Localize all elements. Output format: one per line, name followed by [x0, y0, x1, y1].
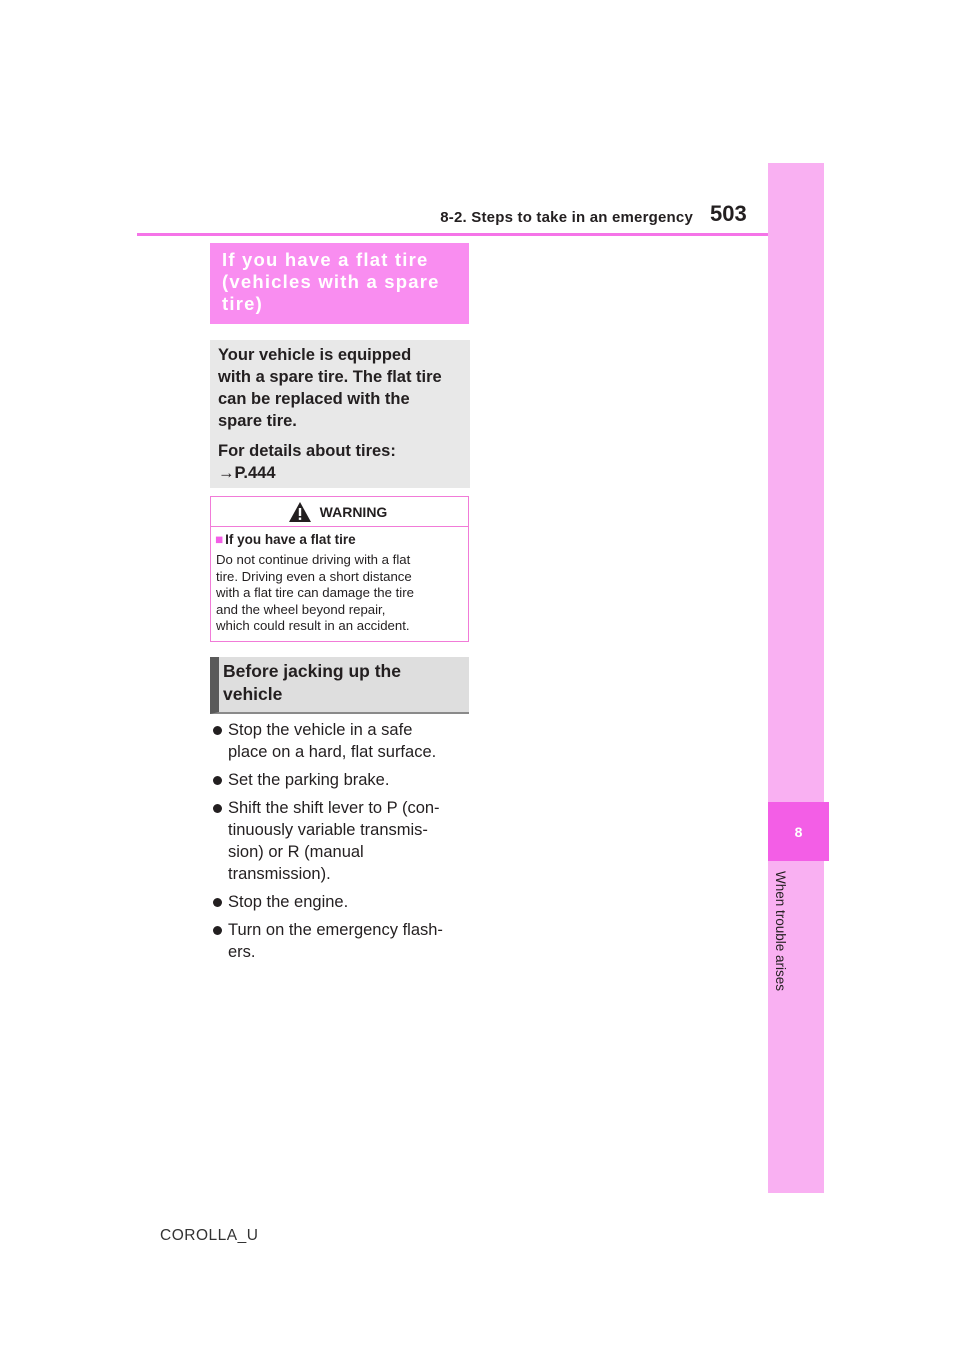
warning-body [211, 548, 468, 635]
list-item-line: Turn on the emergency flash- [228, 921, 443, 939]
list-item [210, 769, 480, 791]
section-title: 8-2. Steps to take in an emergency [440, 209, 693, 226]
warning-header [211, 497, 468, 527]
subsection-heading-line: vehicle [223, 684, 283, 704]
details-page-reference[interactable]: →P.444 [218, 464, 276, 482]
list-item [210, 891, 480, 913]
details-label: For details about tires: [218, 442, 396, 460]
warning-body-line: which could result in an accident. [216, 618, 410, 633]
list-item-line: ers. [228, 943, 256, 961]
chapter-number-badge: 8 [768, 802, 829, 861]
list-item [210, 797, 480, 885]
subsection-heading-line: Before jacking up the [223, 661, 401, 681]
list-item [210, 919, 480, 963]
warning-body-line: and the wheel beyond repair, [216, 601, 386, 617]
list-item-line: Shift the shift lever to P (con- [228, 799, 440, 817]
intro-line: can be replaced with the [218, 390, 410, 408]
preparation-steps-list [210, 719, 480, 969]
intro-line: Your vehicle is equipped [218, 346, 412, 364]
list-item-line: tinuously variable transmis- [228, 821, 428, 839]
square-bullet-icon: ■ [215, 532, 224, 547]
warning-subheading-text: If you have a flat tire [225, 532, 356, 547]
section-heading [210, 243, 469, 324]
list-item [210, 719, 480, 763]
list-item-line: sion) or R (manual [228, 843, 364, 861]
warning-label: WARNING [319, 503, 388, 520]
section-heading-line: (vehicles with a spare [222, 271, 440, 292]
warning-triangle-icon [288, 501, 312, 523]
footer-model-code: COROLLA_U [160, 1227, 259, 1244]
section-heading-line: tire) [222, 293, 263, 314]
list-item-line: place on a hard, flat surface. [228, 743, 437, 761]
intro-box [210, 340, 470, 488]
list-item-line: Stop the vehicle in a safe [228, 721, 413, 739]
subsection-heading [210, 657, 469, 714]
warning-subheading [211, 527, 468, 548]
intro-line: spare tire. [218, 412, 297, 430]
list-item-line: Set the parking brake. [228, 771, 390, 789]
page-number: 503 [710, 201, 747, 226]
section-heading-line: If you have a flat tire [222, 249, 429, 270]
list-item-line: transmission). [228, 865, 331, 883]
chapter-title: When trouble arises [773, 871, 788, 992]
warning-body-line: Do not continue driving with a flat [216, 552, 411, 567]
intro-line: with a spare tire. The flat tire [218, 368, 442, 386]
header-divider [137, 233, 768, 236]
warning-body-line: with a flat tire can damage the tire [216, 585, 414, 600]
list-item-line: Stop the engine. [228, 893, 349, 911]
warning-body-line: tire. Driving even a short distance [216, 568, 412, 584]
warning-box [210, 496, 469, 642]
chapter-side-tab [768, 163, 824, 1193]
